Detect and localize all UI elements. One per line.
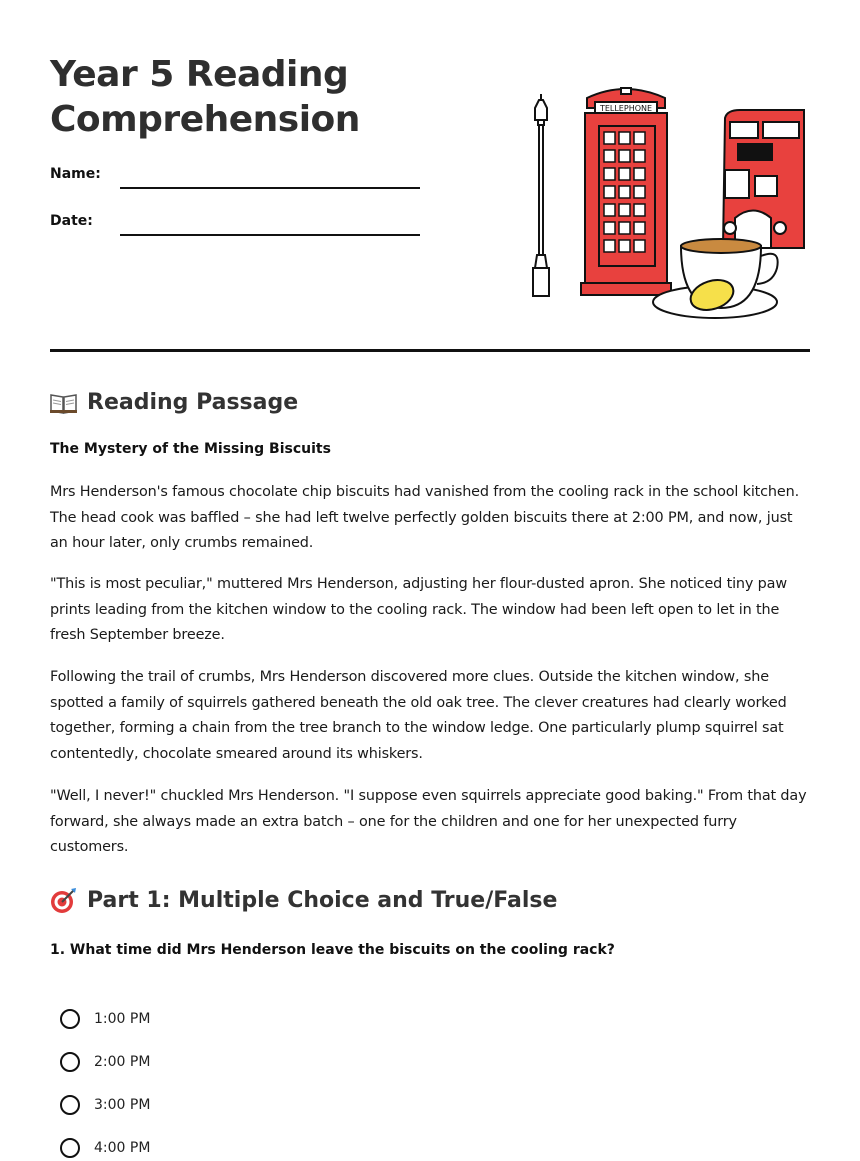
open-book-icon <box>50 392 77 414</box>
story-title: The Mystery of the Missing Biscuits <box>50 441 331 457</box>
worksheet-title <box>50 52 360 142</box>
date-field[interactable] <box>120 234 420 236</box>
reading-passage-heading-text: Reading Passage <box>87 390 299 415</box>
street-lamp-icon <box>533 94 549 296</box>
part1-heading-text: Part 1: Multiple Choice and True/False <box>87 888 558 913</box>
header-divider <box>50 349 810 352</box>
teacup-icon <box>653 239 778 318</box>
london-illustration <box>525 78 810 323</box>
option-label: 4:00 PM <box>94 1140 151 1156</box>
option-1-00-pm[interactable] <box>60 1009 150 1029</box>
title-line-1: Year 5 Reading <box>50 54 349 95</box>
double-decker-bus-icon <box>723 110 804 248</box>
radio-button[interactable] <box>60 1009 80 1029</box>
option-4-00-pm[interactable] <box>60 1138 150 1158</box>
passage-paragraph-2: "This is most peculiar," muttered Mrs Henderson, adjusting her flour-dusted apron. She noticed tiny paw prints leading from the kitchen window to the cooling rack. The window had been left open to let in the fresh September breeze. <box>50 576 787 643</box>
option-label: 1:00 PM <box>94 1011 151 1027</box>
passage-paragraph-4: "Well, I never!" chuckled Mrs Henderson. "I suppose even squirrels appreciate good baking." From that day forward, she always made an extra batch – one for the children and one for her unexpected furry customers. <box>50 788 807 855</box>
question-1: 1. What time did Mrs Henderson leave the biscuits on the cooling rack? <box>50 942 615 958</box>
date-label: Date: <box>50 213 93 229</box>
telephone-sign: TELLEPHONE <box>599 104 653 113</box>
option-label: 3:00 PM <box>94 1097 151 1113</box>
option-3-00-pm[interactable] <box>60 1095 150 1115</box>
passage-paragraph-1: Mrs Henderson's famous chocolate chip biscuits had vanished from the cooling rack in the school kitchen. The head cook was baffled – she had left twelve perfectly golden biscuits there at 2:00 PM, and now, just an hour later, only crumbs remained. <box>50 484 800 551</box>
radio-button[interactable] <box>60 1095 80 1115</box>
option-label: 2:00 PM <box>94 1054 151 1070</box>
telephone-box-icon <box>581 88 671 295</box>
radio-button[interactable] <box>60 1138 80 1158</box>
option-2-00-pm[interactable] <box>60 1052 150 1072</box>
name-field[interactable] <box>120 187 420 189</box>
passage-paragraph-3: Following the trail of crumbs, Mrs Henderson discovered more clues. Outside the kitchen window, she spotted a family of squirrels gathered beneath the old oak tree. The clever creatures had clearly worked together, forming a chain from the tree branch to the window ledge. One particularly plump squirrel sat contentedly, chocolate smeared around its whiskers. <box>50 669 787 762</box>
part1-heading <box>50 887 557 914</box>
title-line-2: Comprehension <box>50 99 360 140</box>
reading-passage-heading <box>50 390 298 415</box>
radio-button[interactable] <box>60 1052 80 1072</box>
name-label: Name: <box>50 166 101 182</box>
target-icon <box>50 887 77 914</box>
